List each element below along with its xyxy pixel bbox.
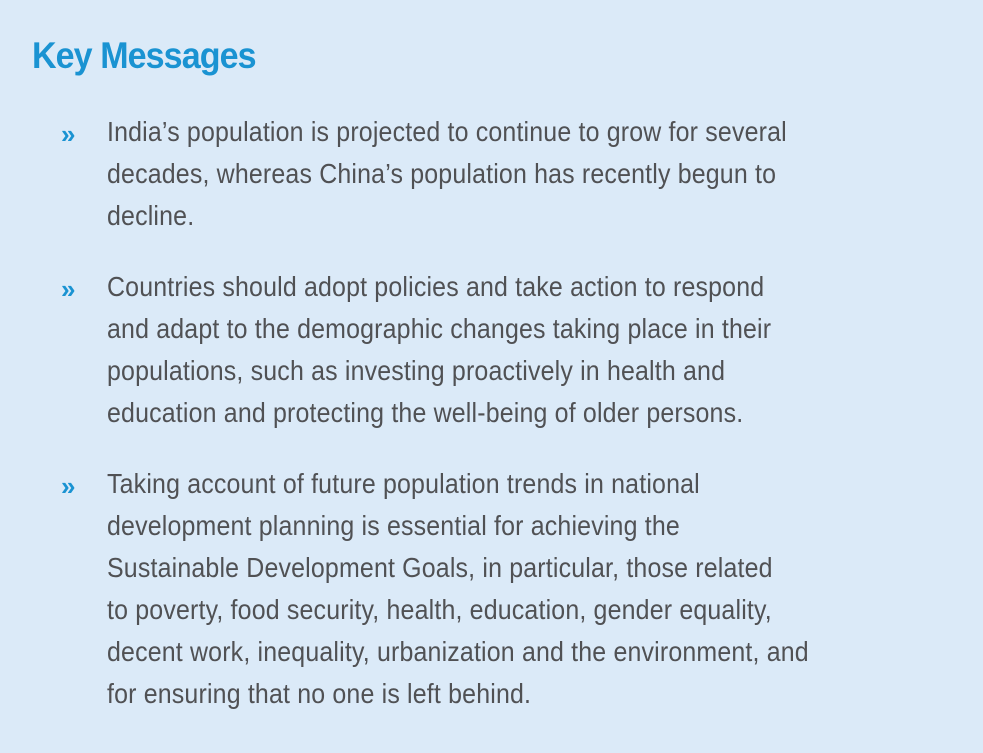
- key-messages-list: [0, 111, 983, 744]
- message-line: Countries should adopt policies and take action to respond: [107, 271, 765, 302]
- message-line: development planning is essential for achieving the: [107, 510, 680, 541]
- message-line: Taking account of future population trends in national: [107, 468, 700, 499]
- bullet-chevron-icon: »: [61, 274, 76, 304]
- bullet-chevron-icon: »: [61, 471, 76, 501]
- message-line: and adapt to the demographic changes taking place in their: [107, 313, 772, 344]
- message-line: education and protecting the well-being of older persons.: [107, 397, 744, 428]
- list-item: [0, 266, 983, 434]
- message-text: [107, 111, 940, 237]
- message-line: for ensuring that no one is left behind.: [107, 678, 532, 709]
- message-text: [107, 266, 940, 434]
- list-item: [0, 111, 983, 237]
- message-line: Sustainable Development Goals, in particular, those related: [107, 552, 773, 583]
- message-line: India’s population is projected to continue to grow for several: [107, 116, 787, 147]
- message-text: [107, 463, 940, 715]
- message-line: decent work, inequality, urbanization and the environment, and: [107, 636, 809, 667]
- bullet-chevron-icon: »: [61, 119, 76, 149]
- list-item: [0, 463, 983, 715]
- message-line: decades, whereas China’s population has recently begun to: [107, 158, 777, 189]
- message-line: populations, such as investing proactively in health and: [107, 355, 726, 386]
- panel-title: Key Messages: [32, 35, 256, 76]
- message-line: to poverty, food security, health, education, gender equality,: [107, 594, 772, 625]
- message-line: decline.: [107, 200, 195, 231]
